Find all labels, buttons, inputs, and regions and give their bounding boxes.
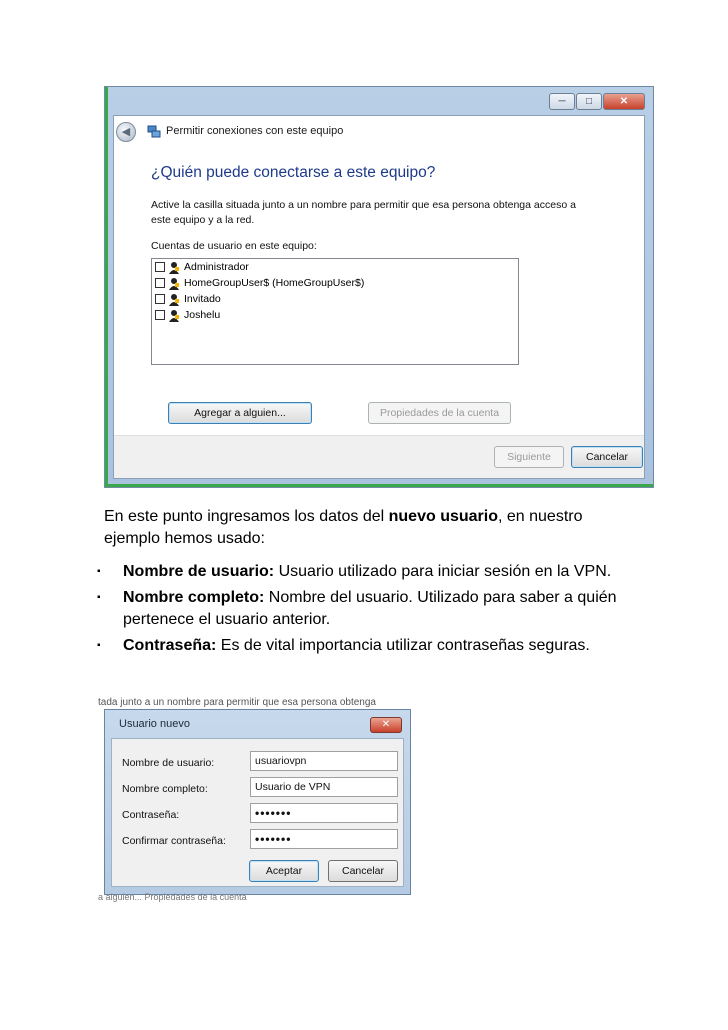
add-someone-button[interactable]: Agregar a alguien... bbox=[168, 402, 312, 424]
bullet-text: Usuario utilizado para iniciar sesión en la VPN. bbox=[274, 563, 612, 580]
background-fragment-top: tada junto a un nombre para permitir que esa persona obtenga bbox=[98, 697, 376, 708]
back-arrow-icon[interactable]: ◀ bbox=[116, 122, 136, 142]
account-checkbox[interactable] bbox=[155, 310, 165, 320]
bullet-list bbox=[90, 561, 650, 661]
fullname-label: Nombre completo: bbox=[122, 783, 208, 795]
wizard-title: Permitir conexiones con este equipo bbox=[166, 125, 344, 137]
bullet-term: Contraseña: bbox=[123, 637, 217, 654]
wizard-client-area bbox=[113, 115, 645, 479]
instructions-text: Active la casilla situada junto a un nombre para permitir que esa persona obtenga acceso a este equipo y a la red. bbox=[151, 199, 576, 226]
accept-button[interactable]: Aceptar bbox=[249, 860, 319, 882]
bullet-icon: ▪ bbox=[97, 592, 101, 603]
account-checkbox[interactable] bbox=[155, 278, 165, 288]
minimize-button[interactable]: ─ bbox=[549, 93, 575, 110]
username-label: Nombre de usuario: bbox=[122, 757, 215, 769]
bullet-text: Es de vital importancia utilizar contraseñas seguras. bbox=[216, 637, 590, 654]
cancel-button[interactable]: Cancelar bbox=[328, 860, 398, 882]
background-fragment-bottom: a alguien... Propiedades de la cuenta bbox=[98, 892, 247, 902]
next-button[interactable]: Siguiente bbox=[494, 446, 564, 468]
user-icon bbox=[168, 277, 180, 290]
list-item[interactable] bbox=[152, 291, 518, 307]
account-checkbox[interactable] bbox=[155, 294, 165, 304]
confirm-password-label: Confirmar contraseña: bbox=[122, 835, 226, 847]
accounts-label: Cuentas de usuario en este equipo: bbox=[151, 240, 317, 252]
list-item[interactable] bbox=[152, 259, 518, 275]
list-item[interactable] bbox=[152, 307, 518, 323]
bullet-icon: ▪ bbox=[97, 640, 101, 651]
list-item bbox=[90, 635, 650, 657]
list-item[interactable] bbox=[152, 275, 518, 291]
close-icon[interactable]: ✕ bbox=[370, 717, 402, 733]
account-name: Joshelu bbox=[184, 309, 221, 321]
wizard-footer bbox=[114, 435, 644, 478]
intro-text-bold: nuevo usuario bbox=[388, 508, 498, 525]
fullname-field[interactable]: Usuario de VPN bbox=[250, 777, 398, 797]
account-name: HomeGroupUser$ (HomeGroupUser$) bbox=[184, 277, 365, 289]
user-icon bbox=[168, 261, 180, 274]
window-controls bbox=[549, 93, 645, 110]
list-item bbox=[90, 587, 650, 631]
password-field[interactable]: ••••••• bbox=[250, 803, 398, 823]
bullet-term: Nombre completo: bbox=[123, 589, 265, 606]
green-edge-bottom bbox=[105, 484, 653, 487]
accounts-list bbox=[151, 258, 519, 365]
username-field[interactable]: usuariovpn bbox=[250, 751, 398, 771]
cancel-button[interactable]: Cancelar bbox=[571, 446, 643, 468]
user-icon bbox=[168, 293, 180, 306]
user-icon bbox=[168, 309, 180, 322]
bullet-term: Nombre de usuario: bbox=[123, 563, 275, 580]
permit-connections-window bbox=[104, 86, 654, 488]
bullet-icon: ▪ bbox=[97, 566, 101, 577]
bullet-text: Nombre del usuario. Utilizado para saber a quién pertenece el usuario anterior. bbox=[123, 589, 617, 628]
list-item bbox=[90, 561, 650, 583]
network-icon bbox=[147, 124, 161, 141]
new-user-dialog bbox=[104, 709, 411, 895]
confirm-password-field[interactable]: ••••••• bbox=[250, 829, 398, 849]
account-name: Administrador bbox=[184, 261, 249, 273]
intro-text-start: En este punto ingresamos los datos del bbox=[104, 508, 389, 525]
intro-text-end: , en nuestro ejemplo hemos usado: bbox=[104, 508, 583, 547]
green-edge bbox=[105, 87, 108, 487]
dialog-title: Usuario nuevo bbox=[119, 718, 190, 730]
account-name: Invitado bbox=[184, 293, 221, 305]
page-heading: ¿Quién puede conectarse a este equipo? bbox=[151, 164, 436, 181]
account-properties-button[interactable]: Propiedades de la cuenta bbox=[368, 402, 511, 424]
dialog-body bbox=[111, 738, 404, 887]
close-button[interactable]: ✕ bbox=[603, 93, 645, 110]
maximize-button[interactable]: □ bbox=[576, 93, 602, 110]
account-checkbox[interactable] bbox=[155, 262, 165, 272]
password-label: Contraseña: bbox=[122, 809, 180, 821]
intro-paragraph bbox=[104, 506, 584, 550]
